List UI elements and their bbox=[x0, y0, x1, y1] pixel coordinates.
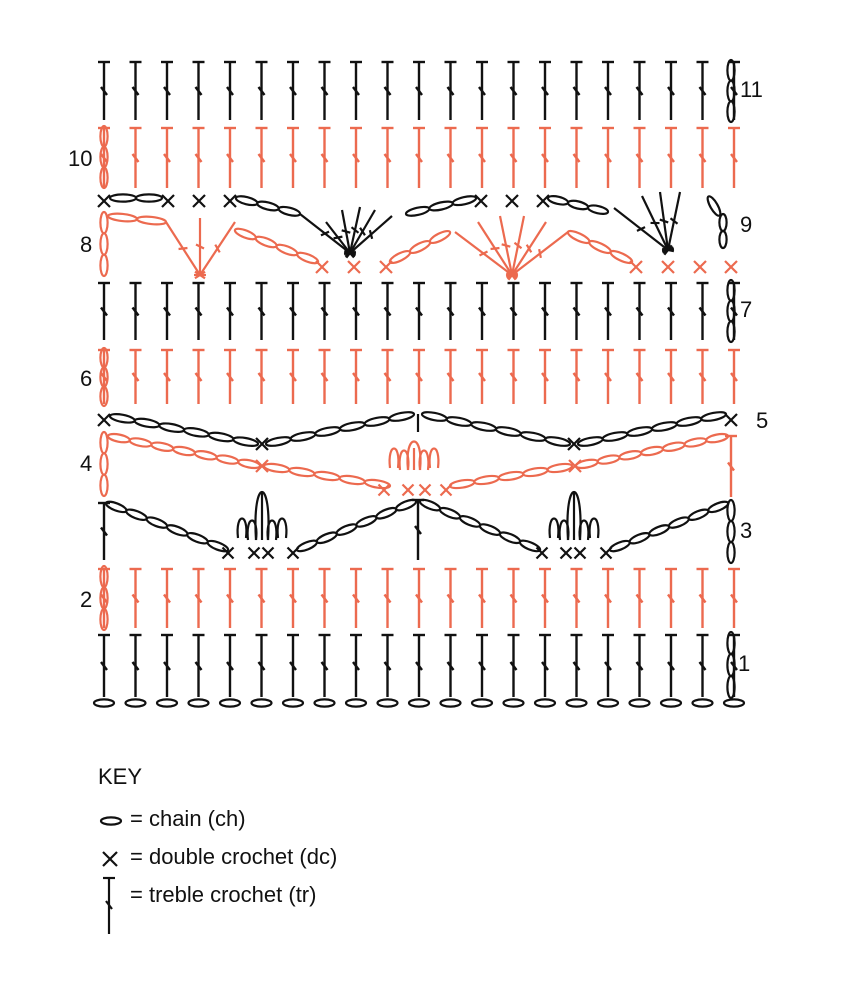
chain-stitch bbox=[235, 195, 258, 207]
chain-stitch bbox=[727, 521, 734, 542]
chain-stitch bbox=[619, 450, 642, 461]
chain-stitch bbox=[577, 435, 603, 447]
row-number-3: 3 bbox=[740, 518, 753, 543]
chain-stitch bbox=[109, 412, 135, 424]
chain-stitch bbox=[296, 539, 319, 554]
chain-stitch bbox=[256, 200, 279, 212]
chain-stitch bbox=[727, 676, 734, 698]
chain-stitch bbox=[727, 654, 734, 676]
picot-stitch bbox=[430, 449, 439, 469]
chain-stitch bbox=[519, 539, 542, 554]
chain-stitch bbox=[429, 200, 454, 212]
chain-stitch bbox=[100, 233, 107, 254]
chain-stitch bbox=[419, 498, 442, 513]
chain-stitch bbox=[157, 699, 177, 706]
key-label-chain: = chain (ch) bbox=[130, 806, 246, 831]
chain-stitch bbox=[107, 432, 130, 443]
chain-stitch bbox=[727, 101, 734, 122]
chain-stitch bbox=[598, 699, 618, 706]
chain-stitch bbox=[378, 699, 398, 706]
row-number-7: 7 bbox=[740, 297, 753, 322]
chain-stitch bbox=[100, 432, 107, 453]
chain-stitch bbox=[661, 699, 681, 706]
chain-stitch bbox=[727, 542, 734, 563]
chart-stitches bbox=[94, 60, 744, 707]
chain-stitch bbox=[421, 410, 447, 422]
chain-stitch bbox=[449, 478, 475, 489]
chain-stitch bbox=[159, 422, 185, 434]
chain-stitch bbox=[687, 507, 709, 522]
chain-stitch bbox=[428, 229, 451, 245]
chain-stitch bbox=[627, 425, 653, 437]
chain-stitch bbox=[183, 426, 209, 438]
chain-stitch bbox=[408, 239, 431, 255]
chain-stitch bbox=[254, 235, 277, 250]
picot-stitch bbox=[390, 449, 399, 469]
chain-stitch bbox=[315, 530, 338, 545]
chain-stitch bbox=[166, 523, 189, 538]
chain-stitch bbox=[724, 699, 744, 706]
chain-stitch bbox=[375, 506, 398, 521]
chain-stitch bbox=[364, 415, 390, 427]
chain-stitch bbox=[189, 699, 209, 706]
chain-stitch bbox=[545, 435, 571, 447]
chain-stitch bbox=[609, 539, 631, 554]
chain-stitch bbox=[126, 699, 146, 706]
treble-crochet-stitch bbox=[334, 237, 343, 239]
chain-stitch bbox=[520, 430, 546, 442]
chain-stitch bbox=[100, 255, 107, 276]
chain-stitch bbox=[283, 699, 303, 706]
chain-stitch bbox=[252, 699, 272, 706]
chain-stitch bbox=[339, 420, 365, 432]
chain-stitch bbox=[129, 437, 152, 448]
chain-stitch bbox=[151, 441, 174, 452]
chain-stitch bbox=[194, 450, 217, 461]
chain-stitch bbox=[94, 699, 114, 706]
row-number-2: 2 bbox=[80, 587, 93, 612]
treble-crochet-stitch bbox=[179, 248, 188, 249]
picot-stitch bbox=[238, 519, 247, 539]
row-number-5: 5 bbox=[756, 408, 769, 433]
treble-crochet-stitch bbox=[342, 230, 351, 232]
chain-stitch bbox=[409, 699, 429, 706]
key-label-double-crochet: = double crochet (dc) bbox=[130, 844, 338, 869]
chain-stitch bbox=[504, 699, 524, 706]
chain-stitch bbox=[278, 205, 301, 217]
chain-stitch bbox=[705, 195, 722, 218]
chain-stitch bbox=[125, 507, 148, 522]
key-title: KEY bbox=[98, 764, 143, 789]
chain-stitch bbox=[208, 431, 234, 443]
chain-stitch bbox=[105, 500, 128, 515]
chain-stitch bbox=[289, 466, 315, 477]
chain-stitch bbox=[355, 514, 378, 529]
chain-stitch bbox=[727, 500, 734, 521]
chain-stitch bbox=[315, 425, 341, 437]
chain-stitch bbox=[630, 699, 650, 706]
chain-stitch bbox=[134, 417, 160, 429]
picot-stitch bbox=[550, 519, 559, 539]
chain-stitch bbox=[648, 523, 670, 538]
chain-stitch bbox=[597, 454, 620, 465]
treble-crochet-symbol-icon bbox=[98, 876, 128, 936]
chain-stitch bbox=[471, 420, 497, 432]
row-number-9: 9 bbox=[740, 212, 753, 237]
treble-crochet-stitch bbox=[539, 249, 541, 258]
chain-stitch bbox=[651, 420, 677, 432]
row-number-10: 10 bbox=[68, 146, 93, 171]
double-crochet-symbol-icon bbox=[98, 844, 128, 874]
chain-stitch bbox=[459, 514, 482, 529]
chain-stitch bbox=[479, 522, 502, 537]
chain-stitch bbox=[346, 699, 366, 706]
chain-stitch bbox=[100, 475, 107, 496]
chain-stitch bbox=[136, 194, 162, 201]
chain-stitch bbox=[495, 425, 521, 437]
treble-crochet-stitch bbox=[502, 244, 511, 246]
chain-stitch bbox=[707, 500, 729, 515]
chain-stitch bbox=[498, 470, 524, 481]
chain-stitch bbox=[588, 239, 612, 256]
chain-stitch bbox=[446, 415, 472, 427]
chain-stitch bbox=[523, 466, 549, 477]
chain-symbol-icon bbox=[98, 806, 128, 836]
chain-stitch bbox=[388, 249, 411, 265]
chain-stitch bbox=[727, 321, 734, 342]
chain-stitch bbox=[100, 453, 107, 474]
chain-stitch bbox=[290, 430, 316, 442]
chain-stitch bbox=[216, 454, 239, 465]
chain-stitch bbox=[452, 194, 477, 206]
chain-stitch bbox=[566, 229, 590, 246]
chain-stitch bbox=[186, 531, 209, 546]
chain-stitch bbox=[145, 515, 168, 530]
chain-stitch bbox=[693, 699, 713, 706]
chain-stitch bbox=[676, 415, 702, 427]
chain-stitch bbox=[535, 699, 555, 706]
chain-stitch bbox=[296, 251, 319, 266]
row-number-11: 11 bbox=[740, 77, 763, 102]
row-number-6: 6 bbox=[80, 366, 93, 391]
chain-stitch bbox=[100, 212, 107, 233]
chain-stitch bbox=[587, 204, 609, 216]
treble-crochet-stitch bbox=[370, 230, 372, 239]
chain-stitch bbox=[233, 436, 259, 448]
chain-stitch bbox=[706, 432, 729, 443]
chain-stitch bbox=[335, 522, 358, 537]
chain-stitch bbox=[265, 435, 291, 447]
chain-stitch bbox=[439, 506, 462, 521]
chain-stitch bbox=[575, 458, 598, 469]
chain-stitch bbox=[719, 214, 726, 231]
chain-stitch bbox=[628, 531, 650, 546]
chain-stitch bbox=[547, 462, 573, 473]
picot-stitch bbox=[278, 519, 287, 539]
chain-stitch bbox=[719, 231, 726, 248]
chain-stitch bbox=[389, 410, 415, 422]
chain-stitch bbox=[499, 530, 522, 545]
picot-stitch bbox=[590, 519, 599, 539]
chain-stitch bbox=[405, 205, 430, 217]
chain-stitch bbox=[110, 194, 136, 201]
chain-stitch bbox=[727, 301, 734, 322]
chain-stitch bbox=[220, 699, 240, 706]
chain-stitch bbox=[314, 470, 340, 481]
chain-stitch bbox=[474, 474, 500, 485]
row-number-4: 4 bbox=[80, 451, 93, 476]
chain-stitch bbox=[684, 437, 707, 448]
chain-stitch bbox=[701, 410, 727, 422]
chain-stitch bbox=[602, 430, 628, 442]
treble-crochet-stitch bbox=[491, 248, 500, 249]
chain-stitch bbox=[547, 194, 569, 206]
chain-stitch bbox=[668, 515, 690, 530]
chain-stitch bbox=[275, 243, 298, 258]
chain-stitch bbox=[137, 215, 167, 225]
row-number-1: 1 bbox=[738, 651, 751, 676]
chain-stitch bbox=[662, 441, 685, 452]
chain-stitch bbox=[108, 212, 138, 222]
chain-stitch bbox=[640, 445, 663, 456]
chain-stitch bbox=[315, 699, 335, 706]
chain-stitch bbox=[567, 699, 587, 706]
chain-stitch bbox=[172, 445, 195, 456]
chain-stitch bbox=[441, 699, 461, 706]
chain-stitch bbox=[609, 249, 633, 266]
chain-stitch bbox=[339, 474, 365, 485]
chain-stitch bbox=[395, 498, 418, 513]
chain-stitch bbox=[567, 199, 589, 211]
chain-stitch bbox=[472, 699, 492, 706]
key-label-treble-crochet: = treble crochet (tr) bbox=[130, 882, 317, 907]
treble-crochet-stitch bbox=[660, 220, 668, 223]
chain-stitch bbox=[727, 81, 734, 102]
chain-stitch bbox=[234, 227, 257, 242]
row-number-8: 8 bbox=[80, 232, 93, 257]
